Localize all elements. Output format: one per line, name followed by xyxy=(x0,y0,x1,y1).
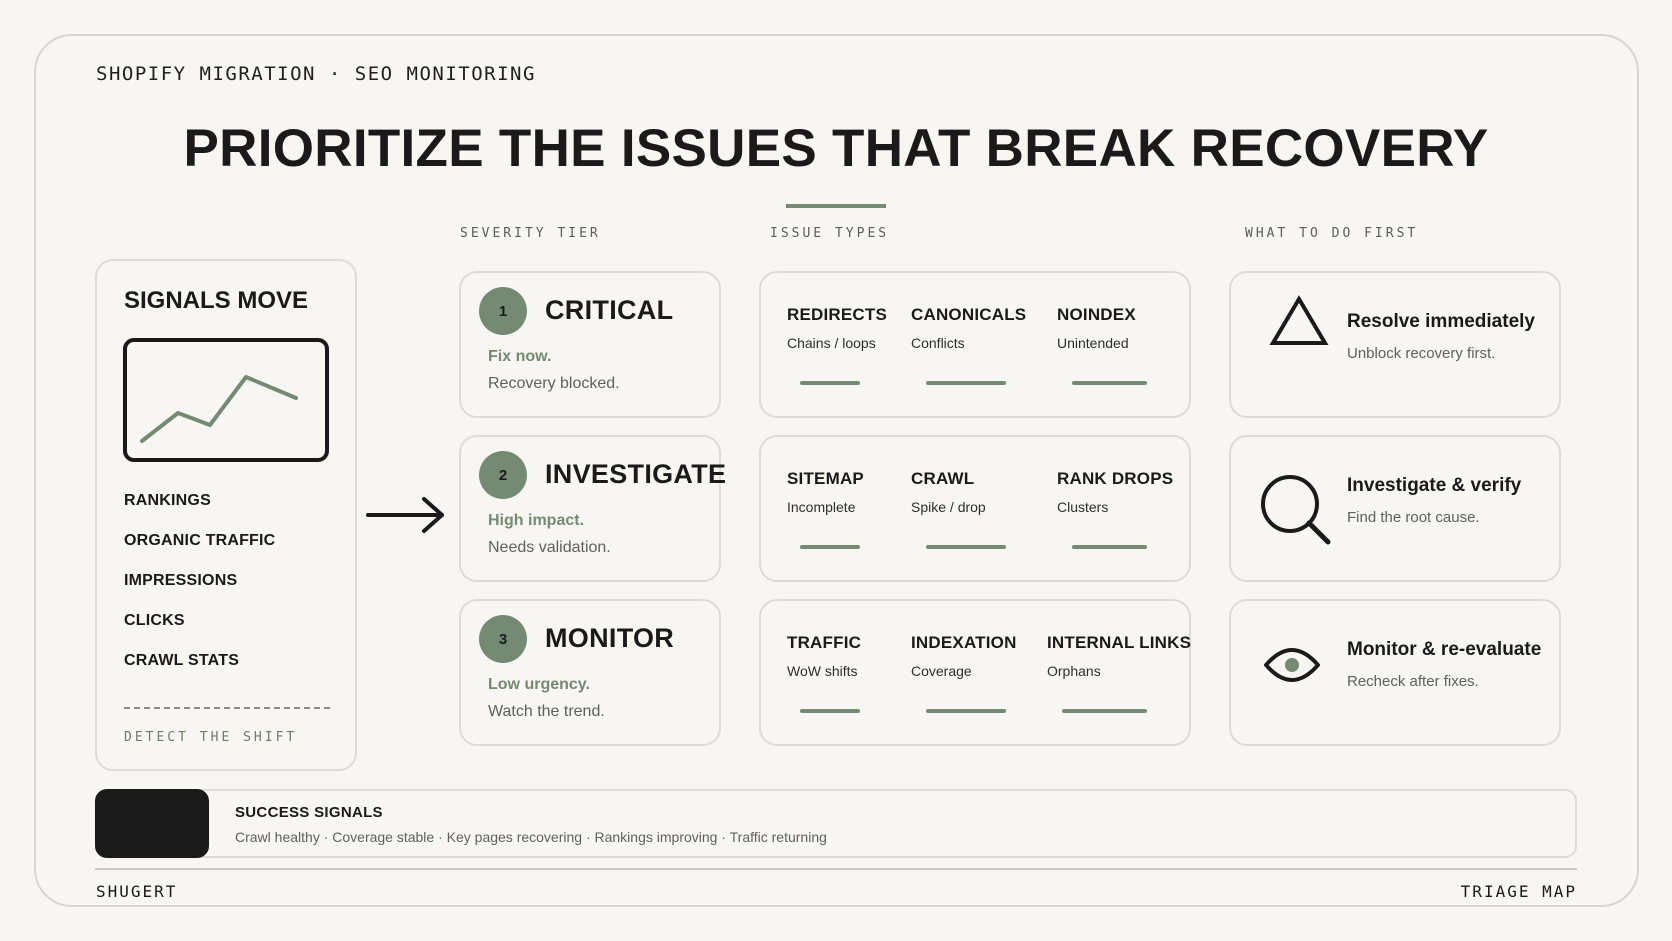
tier-number-badge: 3 xyxy=(479,615,527,663)
issues-column-label: ISSUE TYPES xyxy=(770,226,890,241)
footer-brand: SHUGERT xyxy=(96,882,178,901)
success-items: Crawl healthy · Coverage stable · Key pages recovering · Rankings improving · Traffic returning xyxy=(235,829,827,845)
signal-item: RANKINGS xyxy=(124,492,211,509)
tier-name: INVESTIGATE xyxy=(545,459,727,489)
page-title: PRIORITIZE THE ISSUES THAT BREAK RECOVERY xyxy=(183,119,1489,178)
issue-item xyxy=(1057,305,1136,351)
issue-bar xyxy=(926,545,1006,549)
issue-name: SITEMAP xyxy=(787,469,864,488)
action-description: Find the root cause. xyxy=(1347,509,1480,526)
action-title: Investigate & verify xyxy=(1347,475,1522,496)
footer-label: TRIAGE MAP xyxy=(1460,882,1577,901)
issue-detail: Chains / loops xyxy=(787,335,876,351)
action-card-investigate xyxy=(1229,435,1561,582)
issue-detail: Conflicts xyxy=(911,335,965,351)
magnifier-icon xyxy=(1259,473,1333,547)
action-title: Monitor & re-evaluate xyxy=(1347,639,1542,660)
issue-name: CRAWL xyxy=(911,469,975,488)
tier-number-badge: 2 xyxy=(479,451,527,499)
issue-name: NOINDEX xyxy=(1057,305,1136,324)
tier-description: Watch the trend. xyxy=(488,703,605,720)
issue-bar xyxy=(1062,709,1147,713)
success-color-block xyxy=(95,789,209,858)
tier-card-investigate xyxy=(459,435,727,582)
tier-name: CRITICAL xyxy=(545,295,674,325)
tier-description: Recovery blocked. xyxy=(488,375,620,392)
issue-detail: Unintended xyxy=(1057,335,1129,351)
issue-item xyxy=(787,469,864,515)
dashed-divider xyxy=(124,707,330,709)
issue-bar xyxy=(926,709,1006,713)
action-card-monitor xyxy=(1229,599,1561,746)
signal-item: CLICKS xyxy=(124,612,185,629)
tier-subtitle: Fix now. xyxy=(488,348,552,365)
action-description: Recheck after fixes. xyxy=(1347,673,1479,690)
issue-name: REDIRECTS xyxy=(787,305,888,324)
footer-divider xyxy=(95,868,1577,870)
signals-footer: DETECT THE SHIFT xyxy=(124,730,298,745)
issue-detail: Spike / drop xyxy=(911,499,986,515)
action-title: Resolve immediately xyxy=(1347,311,1535,332)
issue-detail: WoW shifts xyxy=(787,663,858,679)
issue-item xyxy=(787,305,887,351)
signals-title: SIGNALS MOVE xyxy=(124,287,309,314)
issue-detail: Orphans xyxy=(1047,663,1101,679)
actions-column-label: WHAT TO DO FIRST xyxy=(1245,226,1419,241)
issue-item xyxy=(1047,633,1191,679)
issue-detail: Clusters xyxy=(1057,499,1109,515)
issue-card-critical xyxy=(759,271,1191,418)
issue-name: TRAFFIC xyxy=(787,633,862,652)
issue-item xyxy=(787,633,861,679)
eyebrow-label: SHOPIFY MIGRATION · SEO MONITORING xyxy=(96,63,536,85)
signal-item: CRAWL STATS xyxy=(124,652,240,669)
issue-bar xyxy=(926,381,1006,385)
warning-triangle-icon xyxy=(1269,295,1329,347)
severity-column-label: SEVERITY TIER xyxy=(460,226,601,241)
issue-item xyxy=(911,633,1017,679)
issue-name: INDEXATION xyxy=(911,633,1017,652)
issue-name: CANONICALS xyxy=(911,305,1027,324)
issue-detail: Coverage xyxy=(911,663,972,679)
right-arrow-icon xyxy=(366,496,448,536)
issue-bar xyxy=(1072,545,1147,549)
tier-subtitle: High impact. xyxy=(488,512,585,529)
issue-bar xyxy=(800,709,860,713)
tier-name: MONITOR xyxy=(545,623,675,653)
tier-card-monitor xyxy=(459,599,721,746)
signal-item: ORGANIC TRAFFIC xyxy=(124,532,276,549)
signals-panel xyxy=(95,259,357,771)
tier-subtitle: Low urgency. xyxy=(488,676,590,693)
action-card-resolve xyxy=(1229,271,1561,418)
tier-description: Needs validation. xyxy=(488,539,611,556)
issue-name: INTERNAL LINKS xyxy=(1047,633,1192,652)
issue-item xyxy=(911,469,986,515)
issue-bar xyxy=(800,545,860,549)
action-description: Unblock recovery first. xyxy=(1347,345,1496,362)
issue-bar xyxy=(1072,381,1147,385)
line-chart-icon xyxy=(122,337,332,463)
eye-icon xyxy=(1263,642,1321,688)
tier-card-critical xyxy=(459,271,721,418)
issue-name: RANK DROPS xyxy=(1057,469,1174,488)
success-title: SUCCESS SIGNALS xyxy=(235,804,383,821)
signal-item: IMPRESSIONS xyxy=(124,572,238,589)
issue-item xyxy=(1057,469,1173,515)
success-signals-bar xyxy=(95,789,1577,858)
tier-number-badge: 1 xyxy=(479,287,527,335)
issue-detail: Incomplete xyxy=(787,499,856,515)
title-divider xyxy=(786,204,886,208)
issue-card-investigate xyxy=(759,435,1191,582)
issue-item xyxy=(911,305,1026,351)
issue-card-monitor xyxy=(759,599,1191,746)
issue-bar xyxy=(800,381,860,385)
